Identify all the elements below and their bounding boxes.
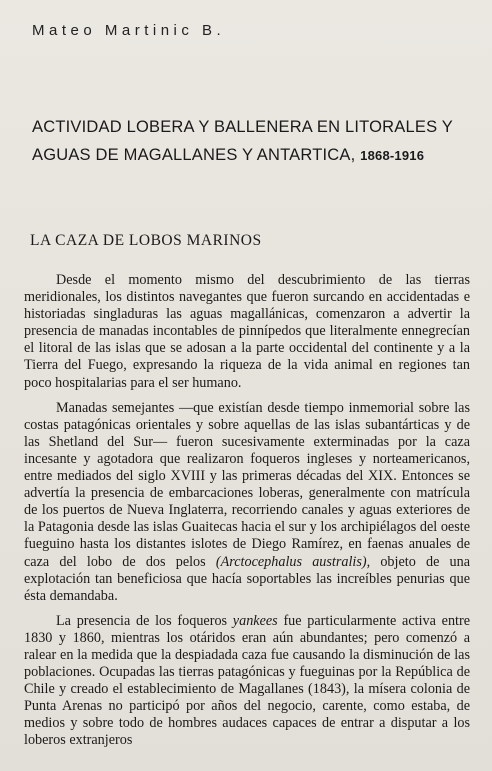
section-heading: LA CAZA DE LOBOS MARINOS [30,232,262,249]
paragraph-1: Desde el momento mismo del descubrimiento de las tierras meridionales, los distintos navegantes que fueron surcando en accidentadas e historiadas singladuras las aguas magallánicas, comenzaron a advertir la presencia de manadas incontables de pinnípedos que literalmente ennegrecían el litoral de las islas que se adosan a la parte occidental del continente y a la Tierra del Fuego, expresando la riqueza de la vida animal en regiones tan poco hospitalarias para el ser humano. [24,272,470,391]
article-title-dates: 1868-1916 [360,148,425,163]
paragraph-3-text-b: fue particularmente activa entre 1830 y 1860, mientras los otáridos eran aún abundantes; pero comenzó a ralear en la medida que la despiadada caza fue causando la disminución de las poblaciones. Ocupadas las tierras patagónicas y fueguinas por la República de Chile y creado el establecimiento de Magallanes (1843), la mísera colonia de Punta Arenas no participó por años del negocio, carente, como estaba, de medios y sobre todo de hombres audaces capaces de entrar a disputar a los loberos extranjeros [24,612,470,749]
species-name: (Arctocephalus australis) [215,553,367,570]
article-title-text: ACTIVIDAD LOBERA Y BALLENERA EN LITORALES Y AGUAS DE MAGALLANES Y ANTARTICA, [32,118,453,164]
paragraph-2-text-a: Manadas semejantes —que existían desde tiempo inmemorial sobre las costas patagónicas orientales y sobre aquellas de las islas subantárticas y de las Shetland del Sur— fueron sucesivamente exterminadas por la caza incesante y agotadora que realizaron foqueros ingleses y norteamericanos, entre mediados del siglo XVIII y las primeras décadas del XIX. Entonces se advertía la presencia de embarcaciones loberas, generalmente con matrícula de los puertos de Nueva Inglaterra, recorriendo canales y aguas exteriores de la Patagonia desde las islas Guaitecas hacia el sur y los archipiélagos del oeste fueguino hasta los distantes islotes de Diego Ramírez, en faenas anuales de caza del lobo de dos pelos [24,399,470,570]
article-title [32,113,472,170]
author-header: Mateo Martinic B. [32,22,226,39]
paragraph-3 [24,613,470,750]
article-body [24,272,470,758]
yankees-term: yankees [232,612,278,629]
paragraph-3-text-a: La presencia de los foqueros [56,612,228,629]
paragraph-2-text-b: , objeto de una explotación tan beneficiosa que hacía soportables las increíbles penurias que ésta demandaba. [24,553,471,604]
paragraph-2 [24,400,470,605]
